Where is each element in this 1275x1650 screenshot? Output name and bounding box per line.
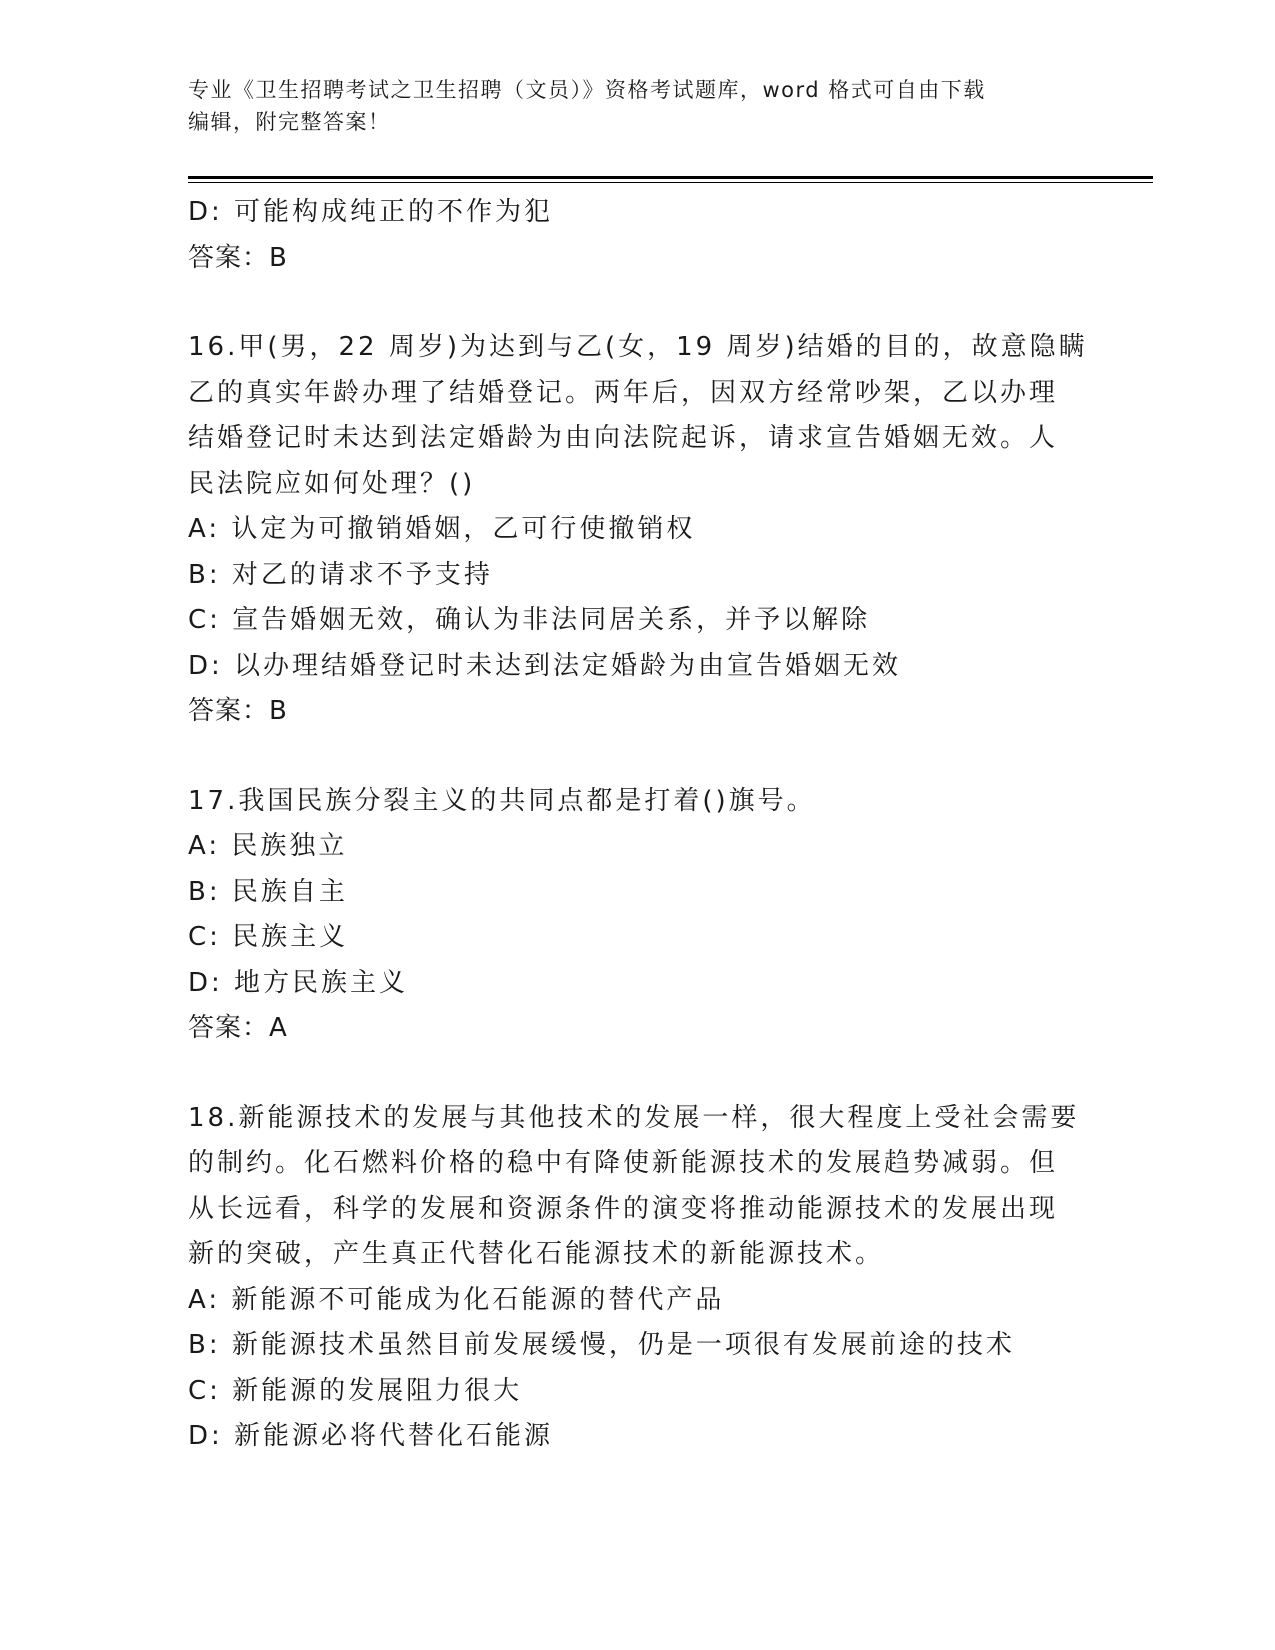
question-text-line: 新的突破，产生真正代替化石能源技术的新能源技术。: [188, 1239, 885, 1269]
header-divider-thin: [188, 182, 1153, 183]
option-c: C: 宣告婚姻无效，确认为非法同居关系，并予以解除: [188, 605, 871, 635]
option-a: A: 民族独立: [188, 831, 348, 861]
question-17: [188, 779, 1088, 1052]
answer-line: 答案：A: [188, 1013, 288, 1043]
document-header: [188, 74, 1068, 138]
question-text-line: 17.我国民族分裂主义的共同点都是打着()旗号。: [188, 785, 816, 816]
option-d: D: 以办理结婚登记时未达到法定婚龄为由宣告婚姻无效: [188, 650, 902, 681]
option-d: D: 新能源必将代替化石能源: [188, 1421, 554, 1451]
header-line: 专业《卫生招聘考试之卫生招聘（文员）》资格考试题库，word 格式可自由下载: [188, 78, 986, 102]
option-b: B: 对乙的请求不予支持: [188, 559, 493, 590]
option-d: D: 可能构成纯正的不作为犯: [188, 197, 554, 227]
option-a: A: 新能源不可能成为化石能源的替代产品: [188, 1284, 725, 1315]
question-text-line: 乙的真实年龄办理了结婚登记。两年后，因双方经常吵架，乙以办理: [188, 377, 1059, 408]
option-c: C: 民族主义: [188, 922, 349, 952]
header-divider-thick: [188, 176, 1153, 179]
question-text-line: 民法院应如何处理？(): [188, 468, 476, 499]
question-content: [188, 190, 1088, 1460]
question-text-line: 16.甲(男，22 周岁)为达到与乙(女，19 周岁)结婚的目的，故意隐瞒: [188, 332, 1088, 362]
answer-line: 答案：B: [188, 242, 288, 273]
question-text-line: 结婚登记时未达到法定婚龄为由向法院起诉，请求宣告婚姻无效。人: [188, 423, 1059, 453]
option-d: D: 地方民族主义: [188, 967, 409, 998]
question-text-line: 18.新能源技术的发展与其他技术的发展一样，很大程度上受社会需要: [188, 1102, 1080, 1133]
question-16: [188, 325, 1088, 735]
answer-line: 答案：B: [188, 696, 288, 726]
question-text-line: 的制约。化石燃料价格的稳中有降使新能源技术的发展趋势减弱。但: [188, 1148, 1059, 1178]
option-b: B: 民族自主: [188, 876, 348, 907]
option-a: A: 认定为可撤销婚姻，乙可行使撤销权: [188, 514, 696, 544]
option-c: C: 新能源的发展阻力很大: [188, 1375, 523, 1406]
option-b: B: 新能源技术虽然目前发展缓慢，仍是一项很有发展前途的技术: [188, 1330, 1015, 1360]
header-line: 编辑，附完整答案！: [188, 110, 391, 134]
question-text-line: 从长远看，科学的发展和资源条件的演变将推动能源技术的发展出现: [188, 1193, 1059, 1224]
question-18: [188, 1096, 1088, 1460]
